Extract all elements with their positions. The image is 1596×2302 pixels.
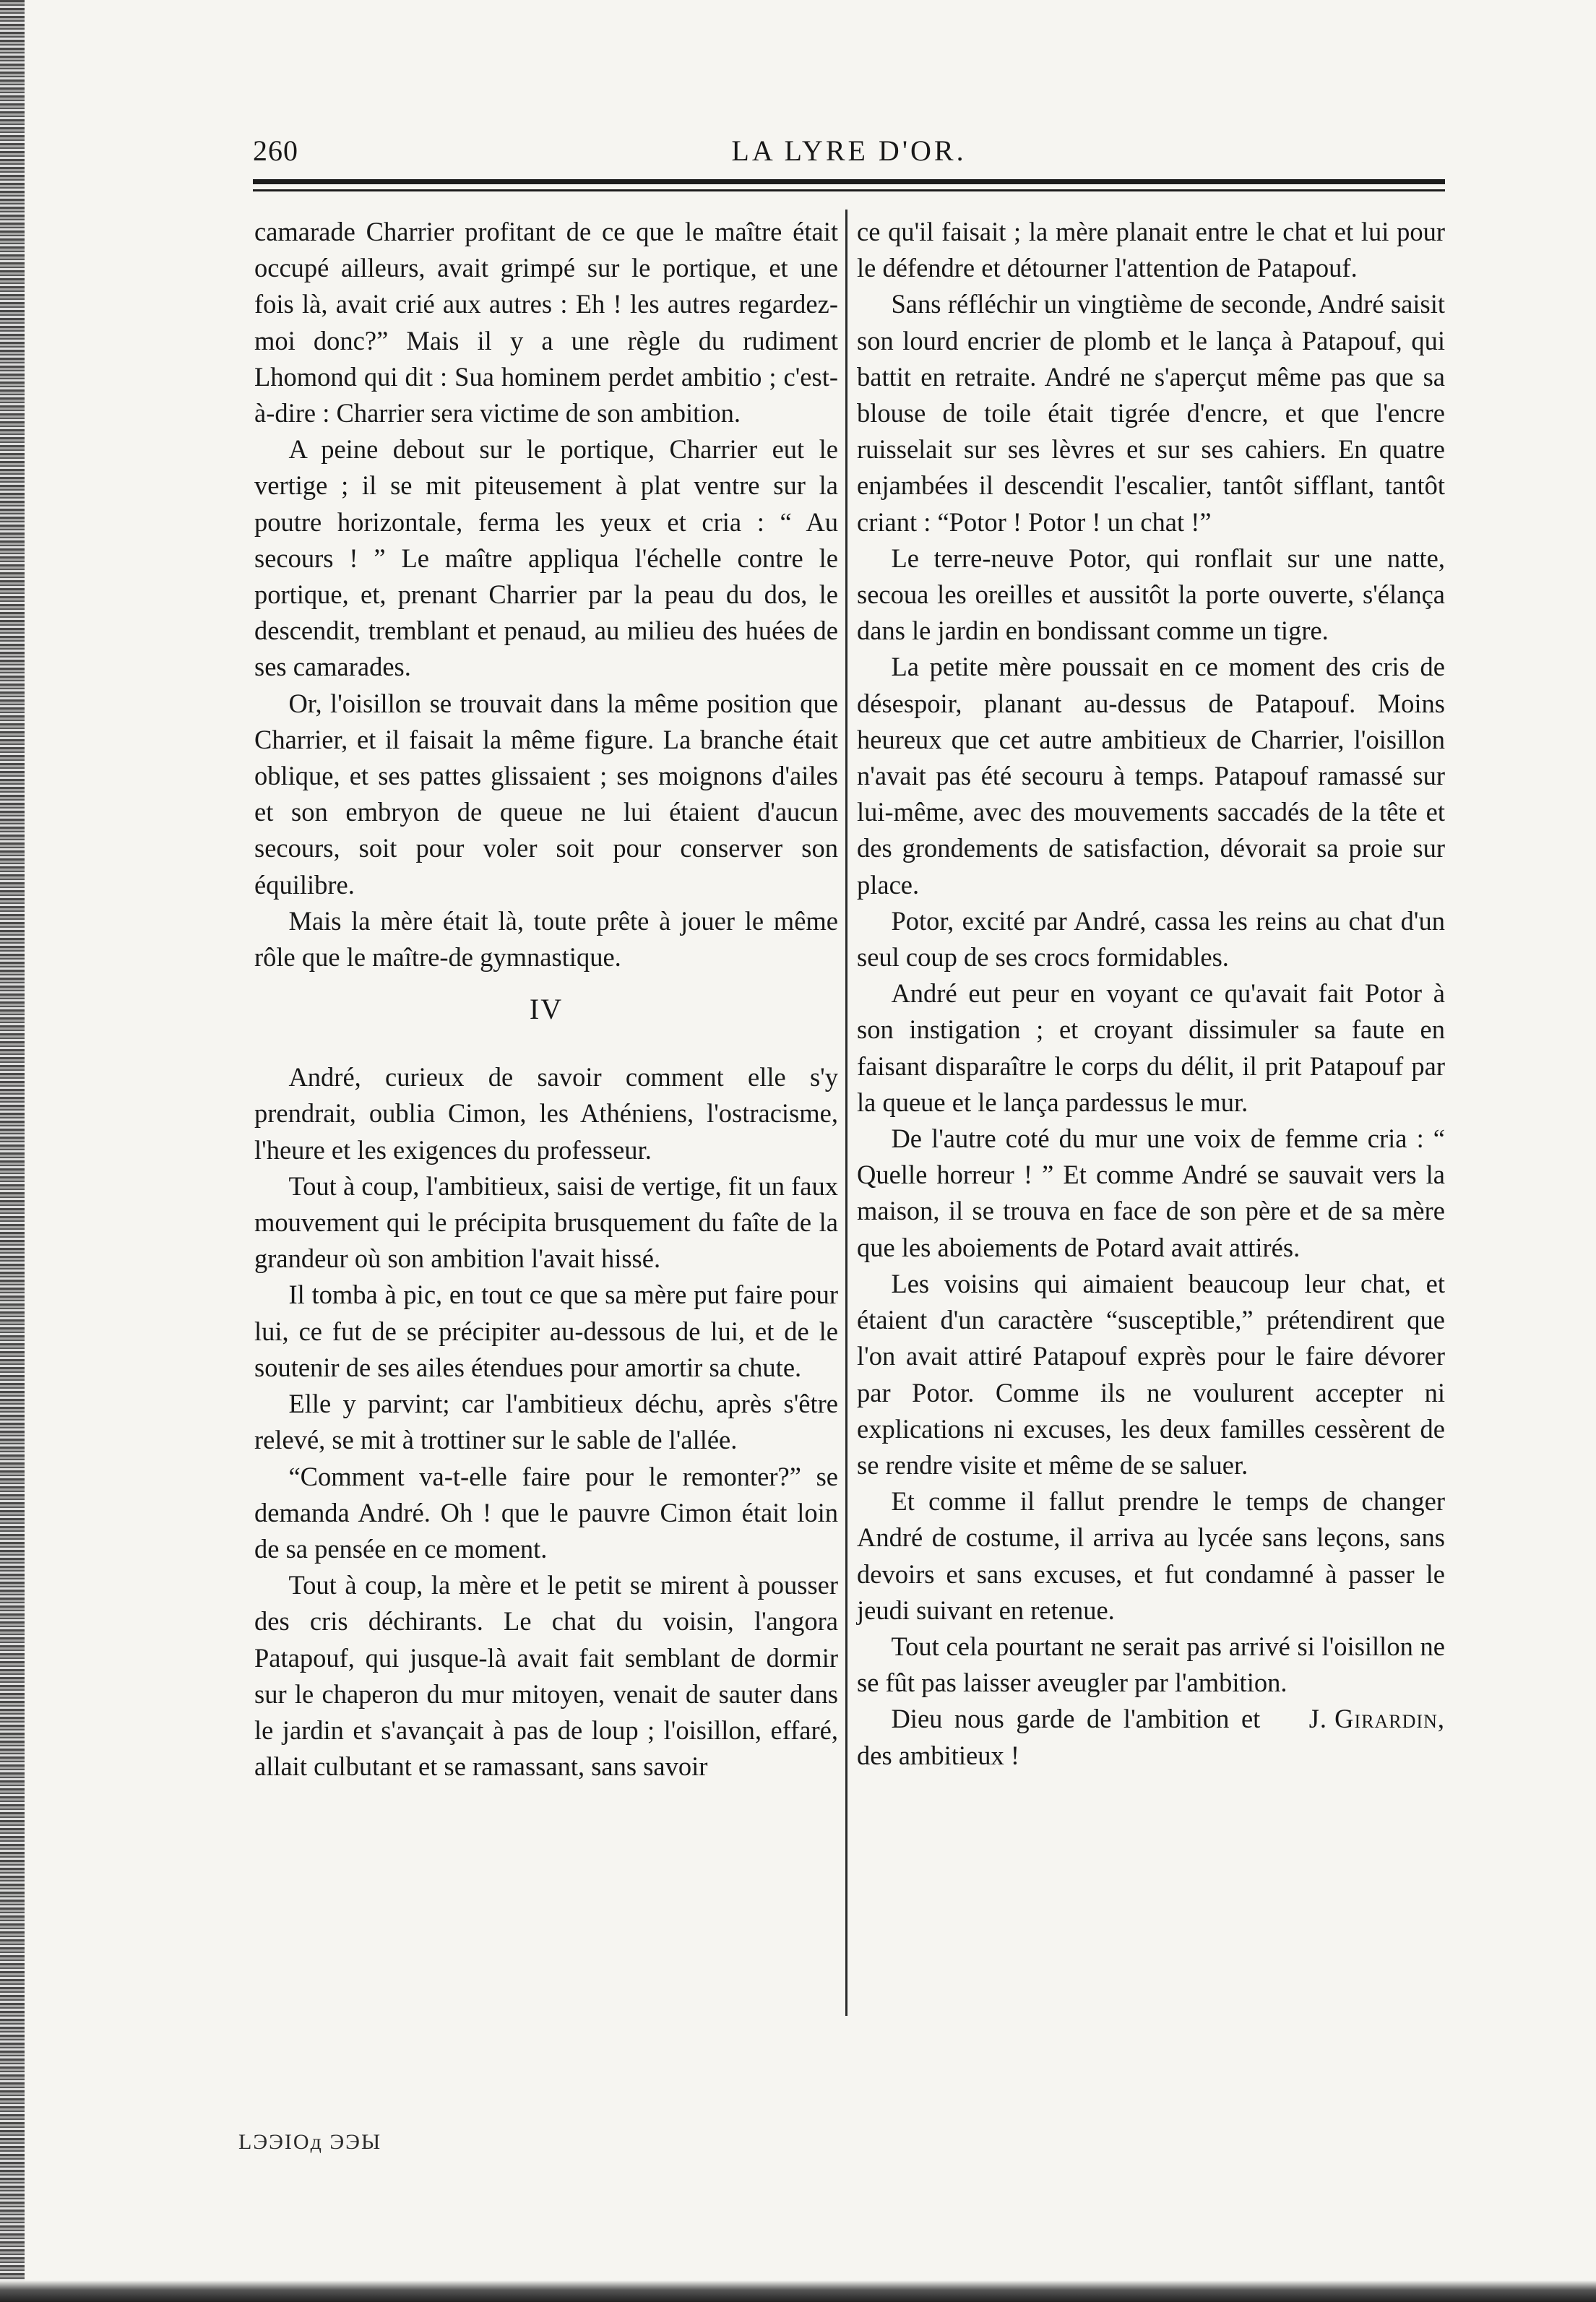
paragraph: A peine debout sur le portique, Charrier eut le vertige ; il se mit piteusement à plat ventre sur la poutre horizontale, ferma les yeux et cria : “ Au secours ! ” Le maître appliqua l'échelle contre le portique, et, prenant Charrier par la peau du dos, le descendit, tremblant et penaud, au milieu des huées de ses camarades. <box>254 434 838 682</box>
paragraph: La petite mère poussait en ce moment des cris de désespoir, planant au-dessus de Patapouf. Moins heureux que cet autre ambitieux de Charrier, l'oisillon n'avait pas été secouru à temps. Patapouf ramassé sur lui-même, avec des mouvements saccadés de la tête et des grondements de satisfaction, dévorait sa proie sur place. <box>857 652 1445 900</box>
paragraph: Tout à coup, l'ambitieux, saisi de vertige, fit un faux mouvement qui le précipita brusquement du faîte de la grandeur où son ambition l'avait hissé. <box>254 1171 838 1274</box>
scan-binding-edge <box>0 0 25 2302</box>
paragraph: ce qu'il faisait ; la mère planait entre le chat et lui pour le défendre et détourner l'attention de Patapouf. <box>857 217 1445 283</box>
paragraph: Tout cela pourtant ne serait pas arrivé si l'oisillon ne se fût pas laisser aveugler par l'ambition. <box>857 1631 1445 1698</box>
scan-bottom-edge <box>0 2280 1596 2302</box>
paragraph: Sans réfléchir un vingtième de seconde, André saisit son lourd encrier de plomb et le lança à Patapouf, qui battit en retraite. André ne s'aperçut même pas que sa blouse de toile était tigrée d'encre, et que l'encre ruisselait sur ses lèvres et sur ses cahiers. En quatre enjambées il descendit l'escalier, tantôt sifflant, tantôt criant : “Potor ! Potor ! un chat !” <box>857 289 1445 537</box>
paragraph: Il tomba à pic, en tout ce que sa mère put faire pour lui, ce fut de se précipiter au-dessous de lui, et de le soutenir de ses ailes étendues pour amortir sa chute. <box>254 1280 838 1382</box>
paragraph: Tout à coup, la mère et le petit se mirent à pousser des cris déchirants. Le chat du voisin, l'angora Patapouf, qui jusque-là avait fait semblant de dormir sur le chaperon du mur mitoyen, venait de sauter dans le jardin et s'avançait à pas de loup ; l'oisillon, effaré, allait culbutant et se ramassant, sans savoir <box>254 1570 838 1782</box>
paragraph: Et comme il fallut prendre le temps de changer André de costume, il arriva au lycée sans leçons, sans devoirs et sans excuses, et fut condamné à passer le jeudi suivant en retenue. <box>857 1486 1445 1625</box>
section-heading: IV <box>529 993 564 1026</box>
paragraph: Le terre-neuve Potor, qui ronflait sur une natte, secoua les oreilles et aussitôt la porte ouverte, s'élança dans le jardin en bondissant comme un tigre. <box>857 543 1445 646</box>
closing-text: Dieu nous garde de l'ambition et des ambitieux ! <box>857 1704 1261 1770</box>
column-divider <box>845 210 847 2016</box>
paragraph: André, curieux de savoir comment elle s'y prendrait, oublia Cimon, les Athéniens, l'ostracisme, l'heure et les exigences du professeur. <box>254 1062 838 1165</box>
header-rule-thin <box>253 189 1445 191</box>
page-header <box>253 134 1445 177</box>
paragraph: “Comment va-t-elle faire pour le remonter?” se demanda André. Oh ! que le pauvre Cimon était loin de sa pensée en ce moment. <box>254 1461 838 1564</box>
paragraph: André eut peur en voyant ce qu'avait fait Potor à son instigation ; et croyant dissimuler sa faute en faisant disparaître le corps du délit, il prit Patapouf par la queue et le lança pardessus le mur. <box>857 978 1445 1117</box>
paragraph: Mais la mère était là, toute prête à jouer le même rôle que le maître-de gymnastique. <box>254 905 838 973</box>
page-number: 260 <box>253 134 298 167</box>
closing-line <box>857 1701 1445 1773</box>
left-column <box>254 214 838 1785</box>
paragraph: Les voisins qui aimaient beaucoup leur chat, et étaient d'un caractère “susceptible,” prétendirent que l'on avait attiré Patapouf exprès pour le faire dévorer par Potor. Comme ils ne voulurent accepter ni explications ni excuses, les deux familles cessèrent de se rendre visite et même de se saluer. <box>857 1268 1445 1480</box>
paragraph: De l'autre coté du mur une voix de femme cria : “ Quelle horreur ! ” Et comme André se sauvait vers la maison, il se trouva en face de son père et de sa mère que les aboiements de Potard avait attirés. <box>857 1124 1445 1262</box>
running-title: LA LYRE D'OR. <box>731 134 967 167</box>
right-column <box>857 214 1445 1774</box>
paragraph: Or, l'oisillon se trouvait dans la même position que Charrier, et il faisait la même figure. La branche était oblique, et ses pattes glissaient ; ses moignons d'ailes et son embryon de queue ne lui étaient d'aucun secours, soit pour voler soit pour conserver son équilibre. <box>254 688 838 900</box>
paragraph: Potor, excité par André, cassa les reins au chat d'un seul coup de ses crocs formidables. <box>857 905 1445 973</box>
header-rule-thick <box>253 179 1445 184</box>
paragraph: camarade Charrier profitant de ce que le maître était occupé ailleurs, avait grimpé sur le portique, et une fois là, avait crié aux autres : Eh ! les autres regardez-moi donc?” Mais il y a une règle du rudiment Lhomond qui dit : Sua hominem perdet ambitio ; c'est-à-dire : Charrier sera victime de son ambition. <box>254 217 838 428</box>
paragraph: Elle y parvint; car l'ambitieux déchu, après s'être relevé, se mit à trottiner sur le sable de l'allée. <box>254 1389 838 1455</box>
author-signature: J. Girardin, <box>1308 1704 1445 1734</box>
bleed-through-text: LЭЭIOд ЭЭЫ <box>238 2130 382 2154</box>
